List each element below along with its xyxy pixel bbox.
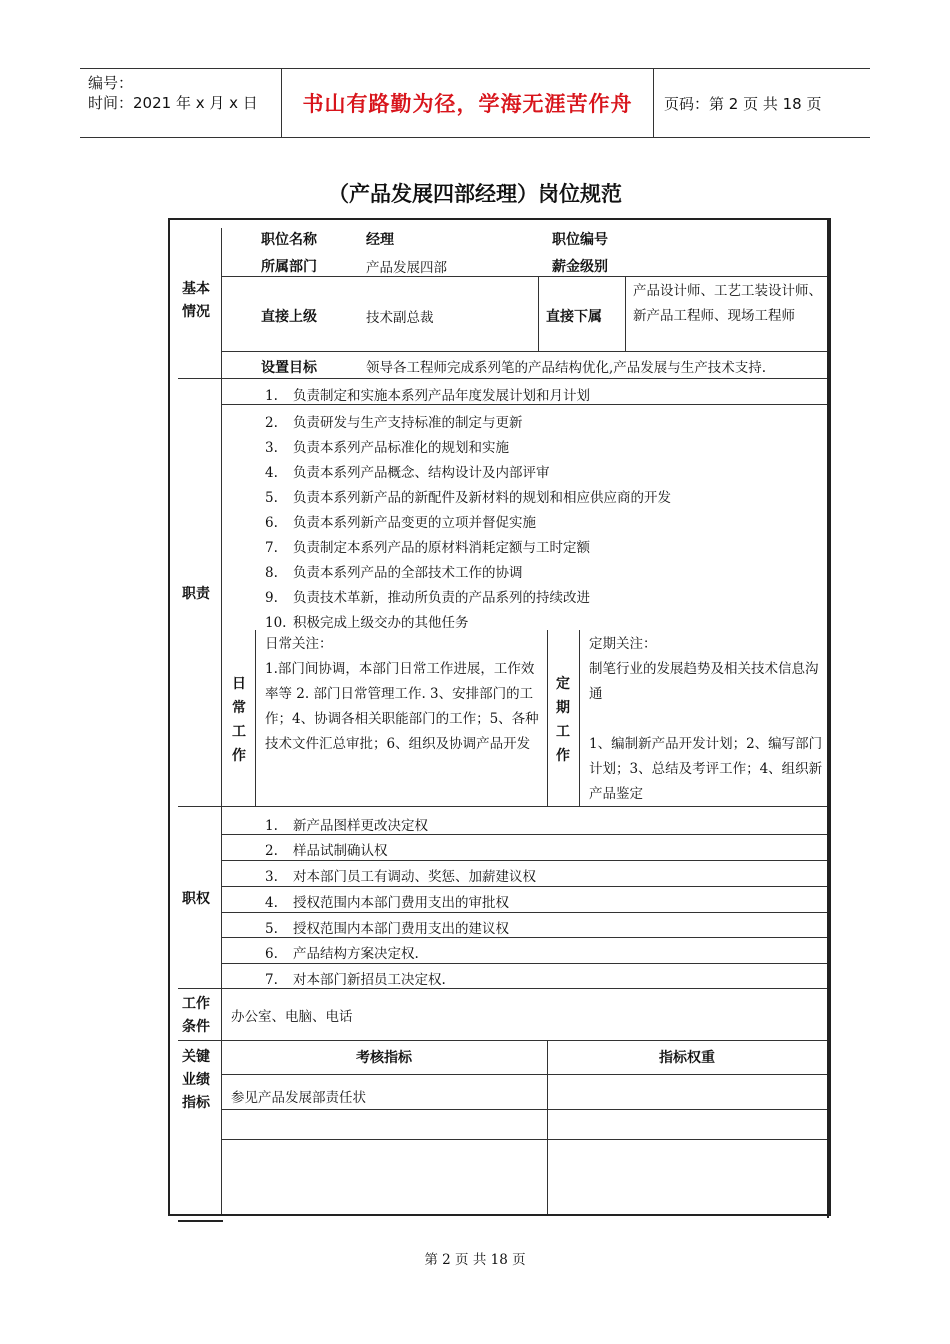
dept-value: 产品发展四部 — [366, 260, 447, 276]
time-label: 时间：2021 年 x 月 x 日 — [88, 94, 258, 112]
row-line — [221, 1109, 827, 1110]
duty-item: 7. 负责制定本系列产品的原材料消耗定额与工时定额 — [265, 540, 590, 556]
subordinate-label: 直接下属 — [546, 309, 602, 325]
authority-item: 6. 产品结构方案决定权. — [265, 946, 419, 962]
page-footer: 第 2 页 共 18 页 — [424, 1252, 526, 1268]
number-label: 编号： — [88, 74, 134, 92]
conditions-text: 办公室、电脑、电话 — [231, 1009, 353, 1025]
periodic-work-label: 定期工作 — [556, 676, 570, 764]
row-line — [221, 912, 827, 913]
section-kpi-label: 关键业绩指标 — [182, 1049, 210, 1111]
authority-item: 1. 新产品图样更改决定权 — [265, 818, 428, 834]
section-divider — [178, 378, 827, 379]
section-divider — [178, 1040, 827, 1041]
periodic-text-1: 制笔行业的发展趋势及相关技术信息沟通 — [589, 661, 819, 702]
right-edge — [827, 218, 829, 1218]
section-divider — [178, 988, 827, 989]
section-divider — [178, 1220, 223, 1222]
section-duties-label: 职责 — [182, 586, 210, 602]
row-line — [221, 276, 827, 277]
header-motto: 书山有路勤为径，学海无涯苦作舟 — [282, 69, 654, 137]
header-meta — [80, 69, 282, 137]
authority-item: 5. 授权范围内本部门费用支出的建议权 — [265, 921, 509, 937]
daily-work-label: 日常工作 — [232, 676, 246, 764]
row-line — [221, 937, 827, 938]
daily-title: 日常关注： — [265, 636, 333, 652]
duty-item: 10. 积极完成上级交办的其他任务 — [265, 615, 469, 631]
row-line — [221, 351, 827, 352]
duty-item: 4. 负责本系列产品概念、结构设计及内部评审 — [265, 465, 550, 481]
duty-item: 3. 负责本系列产品标准化的规划和实施 — [265, 440, 509, 456]
row-line — [221, 860, 827, 861]
periodic-text-2: 1、编制新产品开发计划；2、编写部门计划；3、总结及考评工作；4、组织新产品鉴定 — [589, 736, 823, 802]
kpi-col-indicator: 考核指标 — [356, 1050, 412, 1066]
col-line — [538, 276, 539, 351]
job-code-label: 职位编号 — [552, 232, 608, 248]
section-authority-label: 职权 — [182, 891, 210, 907]
job-name-value: 经理 — [366, 232, 394, 248]
duty-item: 1. 负责制定和实施本系列产品年度发展计划和月计划 — [265, 388, 590, 404]
goal-label: 设置目标 — [261, 360, 317, 376]
goal-value: 领导各工程师完成系列笔的产品结构优化,产品发展与生产技术支持. — [366, 360, 767, 376]
authority-item: 7. 对本部门新招员工决定权. — [265, 972, 446, 988]
row-line — [221, 1139, 827, 1140]
col-line — [625, 276, 626, 351]
header-page-info: 页码：第 2 页 共 18 页 — [664, 94, 822, 113]
duty-item: 5. 负责本系列新产品的新配件及新材料的规划和相应供应商的开发 — [265, 490, 671, 506]
row-line — [221, 963, 827, 964]
duty-item: 2. 负责研发与生产支持标准的制定与更新 — [265, 415, 523, 431]
job-name-label: 职位名称 — [261, 232, 317, 248]
row-line — [221, 834, 827, 835]
duty-item: 6. 负责本系列新产品变更的立项并督促实施 — [265, 515, 536, 531]
subordinate-value: 产品设计师、工艺工装设计师、新产品工程师、现场工程师 — [633, 283, 822, 324]
authority-item: 2. 样品试制确认权 — [265, 843, 388, 859]
authority-item: 4. 授权范围内本部门费用支出的审批权 — [265, 895, 509, 911]
document-title: （产品发展四部经理）岗位规范 — [328, 182, 622, 206]
kpi-row-1: 参见产品发展部责任状 — [231, 1090, 366, 1106]
row-line — [221, 404, 827, 405]
section-conditions-label: 工作条件 — [182, 996, 210, 1035]
authority-item: 3. 对本部门员工有调动、奖惩、加薪建议权 — [265, 869, 536, 885]
duty-item: 9. 负责技术革新，推动所负责的产品系列的持续改进 — [265, 590, 590, 606]
periodic-title: 定期关注： — [589, 636, 657, 652]
daily-text: 1.部门间协调，本部门日常工作进展，工作效率等 2. 部门日常管理工作. 3、安排部门的工作；4、协调各相关职能部门的工作；5、各种技术文件汇总审批；6、组织及协调产品开发 — [265, 661, 539, 752]
row-line — [221, 886, 827, 887]
salary-label: 薪金级别 — [552, 259, 608, 275]
section-basic-label: 基本情况 — [182, 281, 210, 320]
dept-label: 所属部门 — [261, 259, 317, 275]
superior-value: 技术副总裁 — [366, 310, 434, 326]
page-header — [80, 68, 870, 138]
row-line — [221, 1074, 827, 1075]
kpi-col-weight: 指标权重 — [659, 1050, 715, 1066]
superior-label: 直接上级 — [261, 309, 317, 325]
duty-item: 8. 负责本系列产品的全部技术工作的协调 — [265, 565, 523, 581]
